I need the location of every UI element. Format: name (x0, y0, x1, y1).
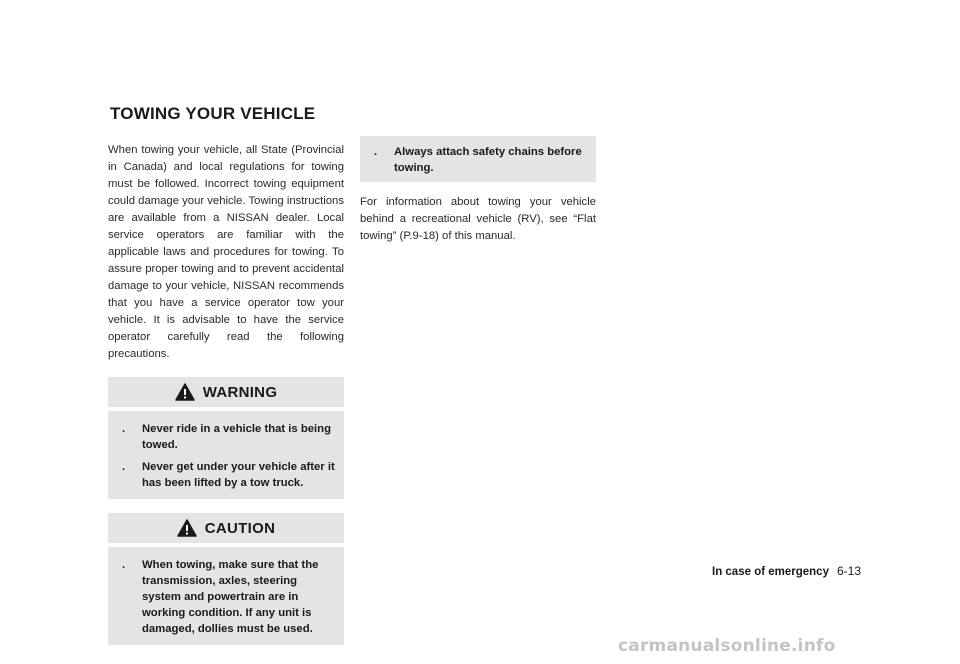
precaution-item (374, 144, 588, 176)
warning-label: WARNING (202, 383, 278, 401)
warning-item (122, 459, 336, 491)
warning-item-text: Never ride in a vehicle that is being towed. (142, 423, 331, 451)
safety-chain-box (360, 136, 596, 182)
watermark: carmanualsonline.info (618, 636, 836, 656)
caution-body (108, 547, 344, 645)
section-title: TOWING YOUR VEHICLE (110, 104, 316, 123)
warning-body (108, 411, 344, 499)
bullet-dot: . (122, 559, 126, 571)
caution-item (122, 557, 336, 637)
bullet-dot: . (122, 423, 126, 435)
warning-item-text: Never get under your vehicle after it has been lifted by a tow truck. (142, 461, 335, 489)
left-column (108, 142, 344, 645)
caution-label: CAUTION (204, 519, 276, 537)
intro-paragraph: When towing your vehicle, all State (Provincial in Canada) and local regulations for towing must be followed. Incorrect towing equipment could damage your vehicle. Towing instructions are available from a NISSAN dealer. Local service operators are familiar with the applicable laws and procedures for towing. To assure proper towing and to prevent accidental damage to your vehicle, NISSAN recommends that you have a service operator tow your vehicle. It is advisable to have the service operator carefully read the following precautions. (108, 144, 344, 360)
bullet-dot: . (122, 461, 126, 473)
warning-triangle-icon (177, 519, 197, 537)
precaution-item-text: Always attach safety chains before towing. (394, 146, 582, 174)
bullet-dot: . (374, 146, 378, 158)
warning-triangle-icon (175, 383, 195, 401)
caution-header (108, 513, 344, 543)
warning-header (108, 377, 344, 407)
warning-item (122, 421, 336, 453)
page-number: 6-13 (836, 564, 862, 578)
page-footer (712, 564, 861, 578)
footer-section-name: In case of emergency (712, 566, 829, 578)
flat-towing-paragraph: For information about towing your vehicle behind a recreational vehicle (RV), see “Flat towing” (P.9-18) of this manual. (360, 196, 596, 242)
caution-item-text: When towing, make sure that the transmission, axles, steering system and powertrain are in working condition. If any unit is damaged, dollies must be used. (142, 559, 319, 635)
right-column (360, 142, 596, 245)
